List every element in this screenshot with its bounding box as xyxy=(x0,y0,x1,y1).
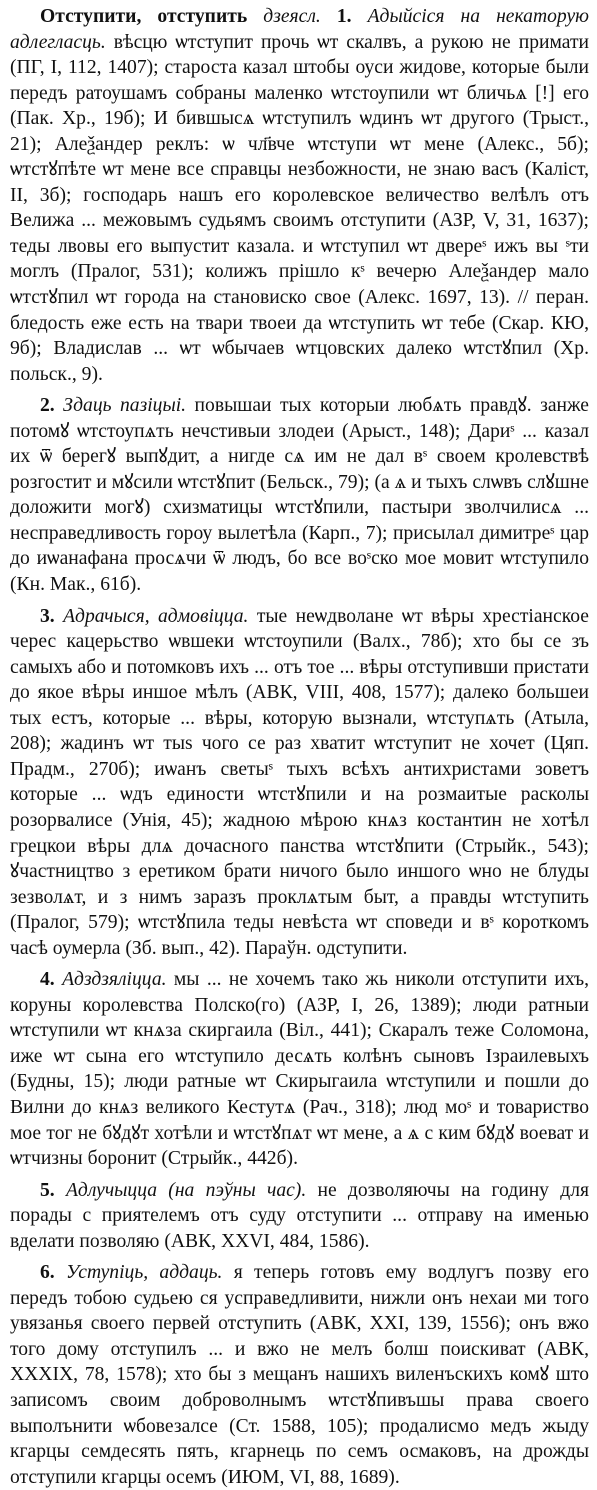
sense-number: 3. xyxy=(40,605,55,627)
sense-number: 6. xyxy=(40,1262,55,1284)
sense-text: мы ... не хочемъ тако жь николи отступити ихъ, коруны королевства Полско(го) (АЗР, I, 26, 1389); люди ратныи ѡтступили ѡт кнѧза скиргаила (Віл., 441); Скаралъ теже Соломона, иже ѡт сына его ѡтступило десѧть колѣнъ сыновъ Ізраилевыхъ (Будны, 15); люди ратные ѡт Скирыгаила ѡтступили и пошли до Вилни до кнѧз великого Кестутѧ (Рач., 318); люд моˢ и товариство мое тог не бꙋдꙋт хотѣли и ѡтстꙋпѧт ѡт мене, а ѧ с ким бꙋдꙋ воеват и ѡтчизны боронит (Стрыйк., 442б). xyxy=(10,969,589,1170)
sense-gloss: Уступіць, аддаць. xyxy=(65,1262,223,1284)
sense-number: 1. xyxy=(336,6,352,27)
sense-text: я теперь готовъ ему водлугъ позву его передъ тобою судьею ся усправедливити, нижли онъ нехаи ми того увязанья своего первей отступить (АВК, XXI, 139, 1556); онъ вжо того дому отступилъ ... и вжо не мелъ болш поискиват (АВК, XXXIX, 78, 1578); хто бы з мещанъ нашихъ виленъскихъ комꙋ што записомъ своим доброволнымъ ѡтстꙋпивъшы права своего выполънити ѡбовезалсе (Ст. 1588, 105); продалисмо медъ жыду кгарцы семдесять пять, кгарнець по семъ осмаковъ, на дрожды отступили кгарцы осемъ (ИЮМ, VI, 88, 1689). xyxy=(10,1262,590,1488)
sense-number: 4. xyxy=(40,969,55,991)
sense-gloss: Здаць пазіцыі. xyxy=(63,395,187,417)
sense-gloss: Адрачыся, адмовіцца. xyxy=(63,605,249,627)
sense-text: вѣсцю ѡтступит прочь ѡт скалвъ, а рукою не примати (ПГ, I, 112, 1407); староста казал штобы оуси жидове, которые были передъ ратоушамъ собраны маленко ѡтстоупили ѡт бличьѧ [!] его (Пак. Хр., 19б); И бившысѧ ѡтступилъ ѡдинъ ѡт другого (Трыст., 21); Алеѯандер реклъ: ѡ чл҃вче ѡтступи ѡт мене (Алекс., 5б); ѡтстꙋпѣте ѡт мене все справцы незбожности, не знаю васъ (Каліст, II, 3б); господарь нашъ его королевское величество велѣлъ отъ Велижа ... межовымъ судьямъ своимъ отступити (АЗР, V, 31, 1637); теды лвовы его выпустит казала. и ѡтступил ѡт двереˢ ижъ вы ˢти моглъ (Пралог, 531); колижъ прішло кˢ вечерю Алеѯандер мало ѡтстꙋпил ѡт города на становиско свое (Алекс. 1697, 13). // перан. бледость еже есть на твари твоеи да ѡтступить ѡт тебе (Скар. КЮ, 9б); Владислав ... ѡт ѡбычаев ѡтцовских далеко ѡтстꙋпил (Хр. польск., 9). xyxy=(10,31,589,385)
sense-6 xyxy=(10,1260,589,1490)
sense-gloss: Адздзяліцца. xyxy=(62,969,167,991)
sense-text: не дозволяючы на годину для порады с приятелемъ отъ суду отступити ... отправу на именью вделати позволяю (АВК, XXVI, 484, 1586). xyxy=(10,1179,589,1252)
sense-gloss: Адыйсіся на некаторую адлегласць. xyxy=(10,6,589,53)
sense-1 xyxy=(10,4,589,387)
sense-text: тые неѡдволане ѡт вѣры хрестіанское черес кацерьство ѡвшеки ѡтстоупили (Валх., 78б); хто бы се зъ самыхъ або и потомковъ ихъ ... отъ тое ... вѣры отступивши пристати до якое вѣры иншое мѣлъ (АВК, VIII, 408, 1577); далеко большеи тых естъ, которые ... вѣры, которую вызнали, ѡтступѧть (Атыла, 208); жадинъ ѡт тыѕ чого се раз хватит ѡтступит не хочет (Цяп. Прадм., 270б); иѡанъ светыˢ тыхъ всѣхъ антихристами зоветъ которые ... ѡдъ единости ѡтстꙋпили и на розмаитые расколы розорвалисе (Унія, 45); жадною мѣрою кнѧз костантин не хотѣл грецкои вѣры длѧ дочасного панства ѡтстꙋпити (Стрыйк., 543); ꙋчастництво з еретиком брати ничого было иншого ѡно не блуды зезволѧт, и з нимъ заразъ проклѧтым быт, а правды ѡтступить (Пралог, 579); ѡтстꙋпила теды невѣста ѡт споведи и вˢ короткомъ часѣ оумерла (Зб. вып., 42). Параўн. одступити. xyxy=(10,605,589,959)
sense-3 xyxy=(10,604,589,962)
sense-text: повышаи тых которыи любѧть правдꙋ. занже потомꙋ ѡтстоупѧть нечстивыи злодеи (Арыст., 148); Дариˢ ... казал их ѿ берегꙋ выпꙋдит, а нигде сѧ им не дал вˢ своем кролевствѣ розгостит и мꙋсили ѡтстꙋпит (Бельск., 79); (а ѧ и тыхъ слѡвъ слꙋшне доложити могꙋ) схизматицы ѡтстꙋпили, пастыри зволчилисѧ ... несправедливость гороу вылетѣла (Карп., 7); присылал димитреˢ цар до иѡанафана просѧчи ѿ людъ, бо все воˢско мое мовит ѡтступило (Кн. Мак., 61б). xyxy=(10,395,589,596)
sense-2 xyxy=(10,393,589,597)
part-of-speech: дзеясл. xyxy=(263,6,321,27)
headword: Отступити, отступить xyxy=(40,6,248,27)
sense-gloss: Адлучыцца (на пэўны час). xyxy=(65,1179,307,1201)
sense-number: 2. xyxy=(40,395,55,417)
sense-4 xyxy=(10,967,589,1171)
sense-number: 5. xyxy=(40,1179,55,1201)
sense-5 xyxy=(10,1178,589,1255)
